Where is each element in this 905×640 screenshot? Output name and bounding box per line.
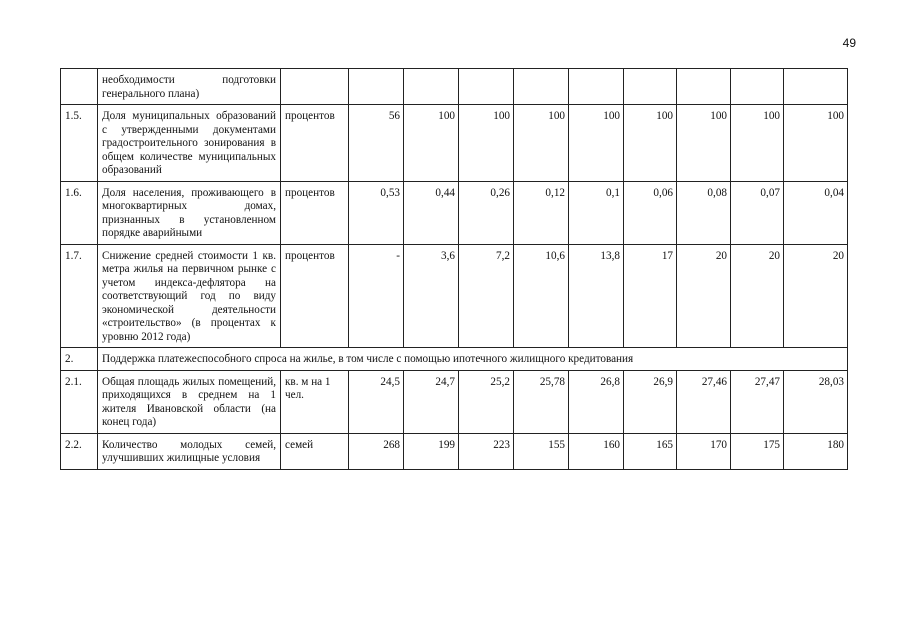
value-cell: 100 — [624, 105, 677, 182]
value-cell: 199 — [404, 433, 459, 469]
value-cell: 223 — [459, 433, 514, 469]
value-cell: 180 — [784, 433, 848, 469]
indicator-name-cell: Общая площадь жилых помещений, приходящихся в среднем на 1 жителя Ивановской области (на конец года) — [98, 370, 281, 433]
indicators-table — [60, 68, 848, 470]
unit-cell: семей — [281, 433, 349, 469]
row-number-cell: 2. — [61, 348, 98, 371]
unit-cell: кв. м на 1 чел. — [281, 370, 349, 433]
value-cell: 0,04 — [784, 181, 848, 244]
value-cell: 0,08 — [677, 181, 731, 244]
value-cell: 20 — [731, 244, 784, 348]
value-cell: 0,06 — [624, 181, 677, 244]
indicator-name-cell: необходимости подготовки генерального плана) — [98, 69, 281, 105]
value-cell: 28,03 — [784, 370, 848, 433]
value-cell: 0,53 — [349, 181, 404, 244]
value-cell: - — [349, 244, 404, 348]
value-cell: 175 — [731, 433, 784, 469]
value-cell: 3,6 — [404, 244, 459, 348]
value-cell: 170 — [677, 433, 731, 469]
value-cell — [459, 69, 514, 105]
section-title-cell: Поддержка платежеспособного спроса на жилье, в том числе с помощью ипотечного жилищного кредитования — [98, 348, 848, 371]
table-row — [61, 433, 848, 469]
value-cell: 0,12 — [514, 181, 569, 244]
value-cell — [569, 69, 624, 105]
value-cell: 100 — [514, 105, 569, 182]
table-row — [61, 69, 848, 105]
unit-cell: процентов — [281, 181, 349, 244]
table-row — [61, 348, 848, 371]
value-cell: 56 — [349, 105, 404, 182]
page-number: 49 — [842, 36, 856, 50]
row-number-cell: 2.1. — [61, 370, 98, 433]
value-cell: 24,7 — [404, 370, 459, 433]
value-cell — [404, 69, 459, 105]
row-number-cell: 1.6. — [61, 181, 98, 244]
row-number-cell: 1.7. — [61, 244, 98, 348]
indicator-name-cell: Снижение средней стоимости 1 кв. метра жилья на первичном рынке с учетом индекса-дефлятора на соответствующий год по виду экономической деятельности «строительство» (в процентах к уровню 2012 года) — [98, 244, 281, 348]
indicator-name-cell: Количество молодых семей, улучшивших жилищные условия — [98, 433, 281, 469]
value-cell: 10,6 — [514, 244, 569, 348]
value-cell: 0,1 — [569, 181, 624, 244]
value-cell — [784, 69, 848, 105]
value-cell — [514, 69, 569, 105]
value-cell: 25,78 — [514, 370, 569, 433]
value-cell: 20 — [677, 244, 731, 348]
value-cell: 0,26 — [459, 181, 514, 244]
value-cell: 26,8 — [569, 370, 624, 433]
table-row — [61, 105, 848, 182]
value-cell: 100 — [677, 105, 731, 182]
value-cell: 7,2 — [459, 244, 514, 348]
value-cell: 165 — [624, 433, 677, 469]
value-cell: 0,44 — [404, 181, 459, 244]
value-cell: 27,47 — [731, 370, 784, 433]
value-cell — [677, 69, 731, 105]
value-cell — [624, 69, 677, 105]
table-row — [61, 181, 848, 244]
value-cell: 0,07 — [731, 181, 784, 244]
value-cell: 20 — [784, 244, 848, 348]
value-cell: 26,9 — [624, 370, 677, 433]
indicator-name-cell: Доля населения, проживающего в многоквартирных домах, признанных в установленном порядке аварийными — [98, 181, 281, 244]
value-cell: 100 — [404, 105, 459, 182]
table-row — [61, 370, 848, 433]
value-cell — [349, 69, 404, 105]
value-cell: 27,46 — [677, 370, 731, 433]
value-cell: 268 — [349, 433, 404, 469]
indicator-name-cell: Доля муниципальных образований с утвержденными документами градостроительного зонирования в общем количестве муниципальных образований — [98, 105, 281, 182]
row-number-cell: 1.5. — [61, 105, 98, 182]
value-cell: 100 — [731, 105, 784, 182]
value-cell: 160 — [569, 433, 624, 469]
value-cell: 100 — [569, 105, 624, 182]
unit-cell — [281, 69, 349, 105]
unit-cell: процентов — [281, 105, 349, 182]
value-cell — [731, 69, 784, 105]
value-cell: 17 — [624, 244, 677, 348]
value-cell: 13,8 — [569, 244, 624, 348]
row-number-cell — [61, 69, 98, 105]
value-cell: 100 — [459, 105, 514, 182]
value-cell: 24,5 — [349, 370, 404, 433]
value-cell: 25,2 — [459, 370, 514, 433]
unit-cell: процентов — [281, 244, 349, 348]
value-cell: 155 — [514, 433, 569, 469]
value-cell: 100 — [784, 105, 848, 182]
table-row — [61, 244, 848, 348]
row-number-cell: 2.2. — [61, 433, 98, 469]
